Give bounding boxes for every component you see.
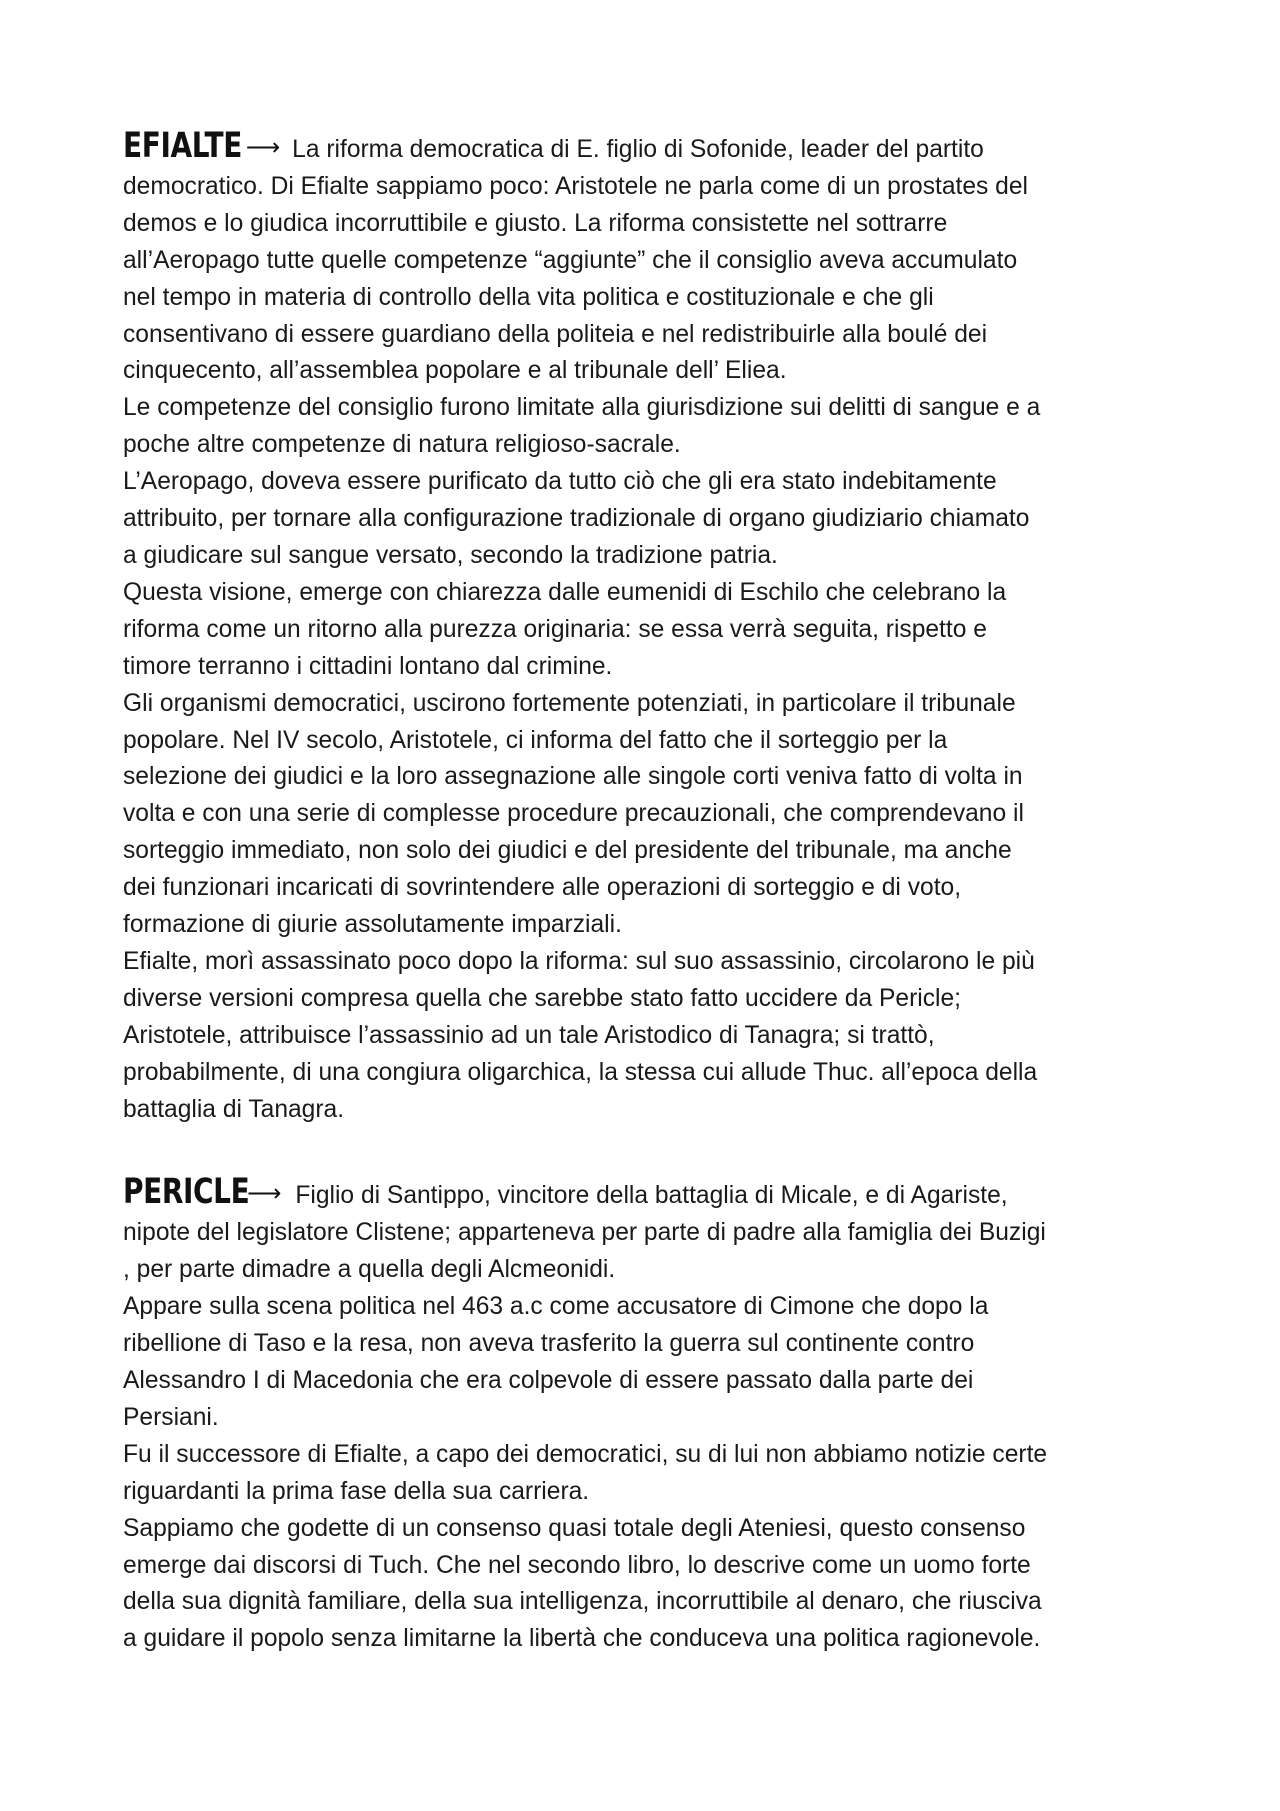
paragraph-line: cinquecento, all’assemblea popolare e al tribunale dell’ Eliea. [123,357,787,385]
section-heading: EFIALTE [123,126,242,166]
paragraph-line: a giudicare sul sangue versato, secondo la tradizione patria. [123,541,778,569]
paragraph-line: Figlio di Santippo, vincitore della battaglia di Micale, e di Agariste, [295,1182,1008,1210]
paragraph-line: battaglia di Tanagra. [123,1095,345,1123]
paragraph-line: Efialte, morì assassinato poco dopo la riforma: sul suo assassinio, circolarono le più [123,947,1035,975]
paragraph-line: timore terranno i cittadini lontano dal crimine. [123,652,613,680]
paragraph-line: democratico. Di Efialte sappiamo poco: Aristotele ne parla come di un prostates del [123,172,1028,200]
paragraph-line: riforma come un ritorno alla purezza originaria: se essa verrà seguita, rispetto e [123,615,987,643]
paragraph-line: consentivano di essere guardiano della politeia e nel redistribuirle alla boulé dei [123,320,988,348]
paragraph-line: probabilmente, di una congiura oligarchica, la stessa cui allude Thuc. all’epoca della [123,1058,1038,1086]
paragraph-line: attribuito, per tornare alla configurazione tradizionale di organo giudiziario chiamato [123,505,1030,533]
paragraph-line: della sua dignità familiare, della sua intelligenza, incorruttibile al denaro, che riusciva [123,1588,1042,1616]
arrow-right-icon: ⟶ [246,1180,282,1208]
paragraph-line: Appare sulla scena politica nel 463 a.c come accusatore di Cimone che dopo la [123,1293,989,1321]
section-pericle [123,1174,1173,1658]
paragraph-line: L’Aeropago, doveva essere purificato da tutto ciò che gli era stato indebitamente [123,468,997,496]
paragraph-line: Sappiamo che godette di un consenso quasi totale degli Ateniesi, questo consenso [123,1514,1026,1542]
section-first-line [123,1174,1173,1215]
paragraph-line: dei funzionari incaricati di sovrintendere alle operazioni di sorteggio e di voto, [123,874,962,902]
paragraph-line: Questa visione, emerge con chiarezza dalle eumenidi di Eschilo che celebrano la [123,578,1007,606]
paragraph-line: Fu il successore di Efialte, a capo dei democratici, su di lui non abbiamo notizie certe [123,1440,1048,1468]
paragraph-line: a guidare il popolo senza limitarne la libertà che conduceva una politica ragionevole. [123,1625,1041,1653]
paragraph-line: poche altre competenze di natura religioso-sacrale. [123,431,681,459]
paragraph-line: , per parte dimadre a quella degli Alcmeonidi. [123,1256,616,1284]
paragraph-line: Persiani. [123,1403,219,1431]
paragraph-line: Le competenze del consiglio furono limitate alla giurisdizione sui delitti di sangue e a [123,394,1041,422]
paragraph-line: emerge dai discorsi di Tuch. Che nel secondo libro, lo descrive come un uomo forte [123,1551,1031,1579]
section-heading: PERICLE [123,1172,250,1213]
paragraph-line: nel tempo in materia di controllo della vita politica e costituzionale e che gli [123,283,934,311]
section-efialte [123,128,1173,1128]
paragraph-line: popolare. Nel IV secolo, Aristotele, ci informa del fatto che il sorteggio per la [123,726,948,754]
paragraph-line: sorteggio immediato, non solo dei giudici e del presidente del tribunale, ma anche [123,837,1012,865]
paragraph-line: volta e con una serie di complesse procedure precauzionali, che comprendevano il [123,800,1024,828]
document-page [123,128,1173,1658]
arrow-right-icon: ⟶ [245,134,281,161]
paragraph-line: ribellione di Taso e la resa, non aveva trasferito la guerra sul continente contro [123,1330,975,1358]
paragraph-line: nipote del legislatore Clistene; apparteneva per parte di padre alla famiglia dei Buzigi [123,1219,1046,1247]
paragraph-line: Aristotele, attribuisce l’assassinio ad un tale Aristodico di Tanagra; si trattò, [123,1021,935,1049]
paragraph-line: riguardanti la prima fase della sua carriera. [123,1477,590,1505]
paragraph-line: La riforma democratica di E. figlio di Sofonide, leader del partito [292,136,984,163]
paragraph-line: selezione dei giudici e la loro assegnazione alle singole corti veniva fatto di volta in [123,763,1023,791]
paragraph-line: Gli organismi democratici, uscirono fortemente potenziati, in particolare il tribunale [123,689,1016,717]
paragraph-line: all’Aeropago tutte quelle competenze “aggiunte” che il consiglio aveva accumulato [123,246,1018,274]
paragraph-line: diverse versioni compresa quella che sarebbe stato fatto uccidere da Pericle; [123,984,962,1012]
paragraph-line: formazione di giurie assolutamente imparziali. [123,911,622,939]
section-first-line [123,128,1173,169]
paragraph-line: Alessandro I di Macedonia che era colpevole di essere passato dalla parte dei [123,1367,974,1394]
paragraph-line: demos e lo giudica incorruttibile e giusto. La riforma consistette nel sottrarre [123,209,948,237]
